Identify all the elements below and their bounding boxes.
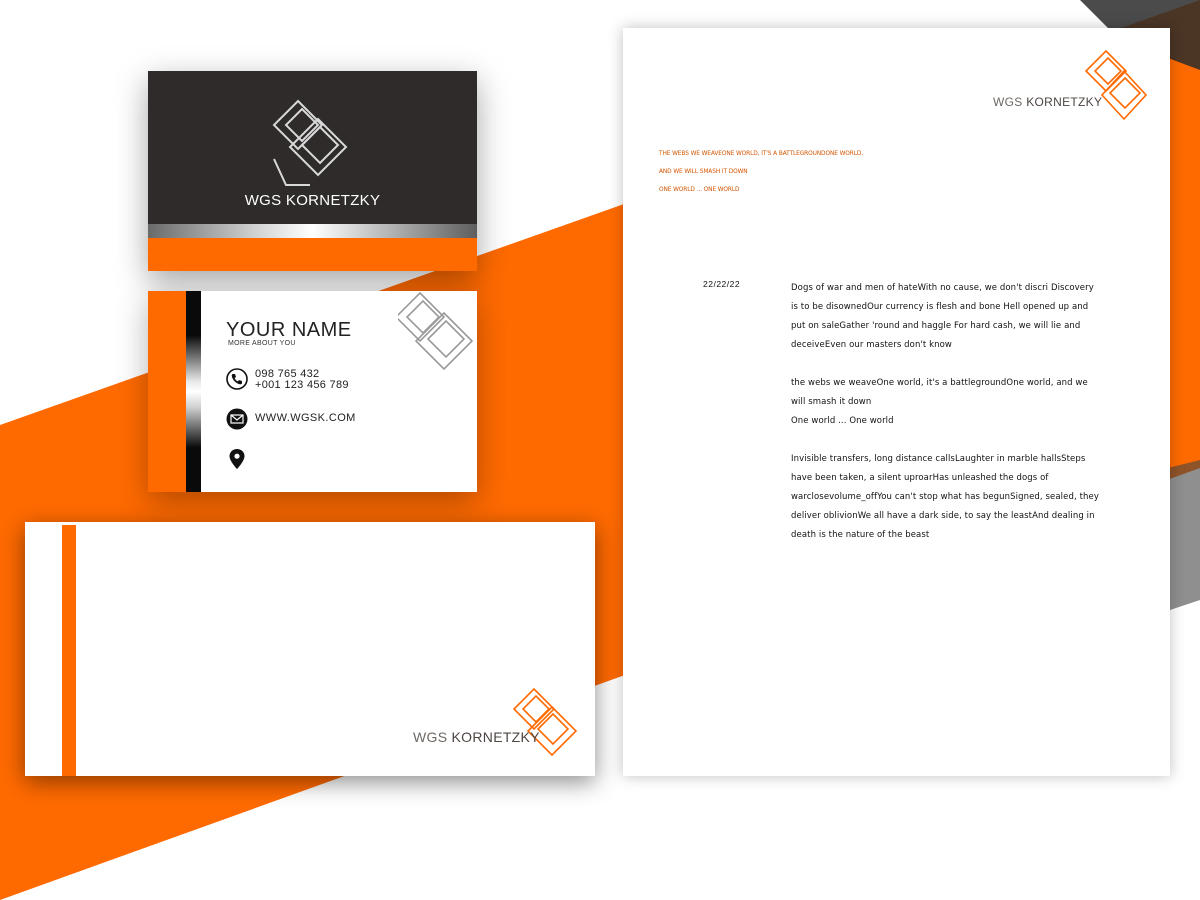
logo-icon (270, 97, 356, 189)
letterhead-page (623, 28, 1170, 776)
phone-number-1: 098 765 432 (255, 368, 320, 380)
brand-first: WGS (993, 95, 1023, 109)
website: WWW.WGSK.COM (255, 412, 356, 424)
phone-number-2: +001 123 456 789 (255, 379, 349, 391)
logo-icon (1082, 49, 1148, 129)
letter-paragraph-2 (791, 374, 1103, 431)
tagline-line-1: THE WEBS WE WEAVEONE WORLD, IT'S A BATTLEGROUNDONE WORLD, (659, 149, 864, 157)
envelope-brand-name (413, 729, 540, 745)
letter-date: 22/22/22 (703, 279, 741, 289)
phone-numbers (255, 369, 349, 391)
tagline-line-3: ONE WORLD ... ONE WORLD (659, 185, 740, 193)
person-name: YOUR NAME (226, 319, 352, 341)
brand-first: WGS (413, 729, 448, 745)
card-brand-name: WGS KORNETZKY (244, 192, 381, 209)
orange-sidebar (148, 291, 186, 492)
person-subtitle: MORE ABOUT YOU (228, 340, 296, 347)
envelope (25, 522, 595, 776)
letter-paragraph-1: Dogs of war and men of hateWith no cause, we don't discri Discovery is to be disownedOur currency is flesh and bone Hell opened up and put on saleGather 'round and haggle For hard cash, we will lie and deceiveEven our masters don't know (791, 283, 1094, 350)
letter-paragraph-2b: One world ... One world (791, 416, 894, 426)
metallic-sidebar (186, 291, 201, 492)
letter-body (791, 279, 1103, 564)
phone-icon (226, 368, 248, 390)
mail-icon (226, 408, 248, 430)
envelope-orange-stripe (62, 525, 76, 776)
business-card-back (148, 291, 477, 492)
letter-paragraph-2a: the webs we weaveOne world, it's a battlegroundOne world, and we will smash it down (791, 378, 1088, 407)
brand-second: KORNETZKY (451, 729, 540, 745)
metallic-band (148, 224, 477, 238)
letter-paragraph-3: Invisible transfers, long distance callsLaughter in marble hallsSteps have been taken, a silent uproarHas unleashed the dogs of warclosevolume_offYou can't stop what has begunSigned, sealed, they deliver oblivionWe all have a dark side, to say the leastAnd dealing in death is the nature of the beast (791, 454, 1099, 540)
logo-icon (512, 687, 578, 765)
business-card-front (148, 71, 477, 271)
tagline-line-2: AND WE WILL SMASH IT DOWN (659, 167, 748, 175)
brand-second: KORNETZKY (1026, 95, 1103, 109)
letterhead-brand-name (993, 95, 1102, 109)
letterhead-tagline (659, 144, 863, 198)
logo-icon (398, 291, 477, 381)
orange-band (148, 238, 477, 271)
location-pin-icon (226, 448, 248, 470)
